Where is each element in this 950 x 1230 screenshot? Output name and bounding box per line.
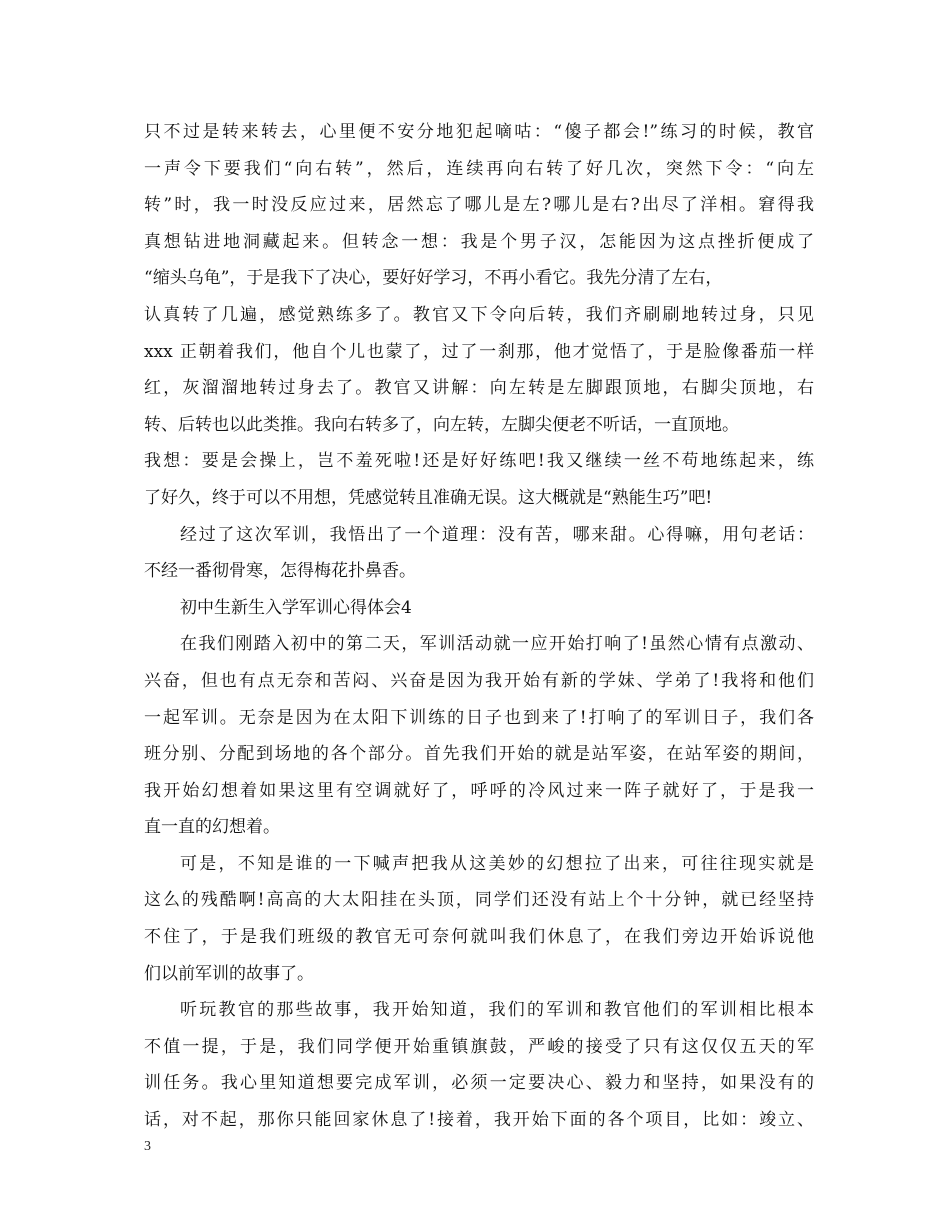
text-line: 这么的残酷啊!高高的大太阳挂在头顶，同学们还没有站上个十分钟，就已经坚持	[144, 890, 814, 911]
text-line: 了好久，终于可以不用想，凭感觉转且准确无误。这大概就是“熟能生巧”吧!	[144, 487, 713, 508]
text-line: 我想：要是会操上，岂不羞死啦!还是好好练吧!我又继续一丝不苟地练起来，练	[144, 451, 814, 472]
text-line: 话，对不起，那你只能回家休息了!接着，我开始下面的各个项目，比如：竣立、	[144, 1110, 814, 1131]
text-line: 不经一番彻骨寒，怎得梅花扑鼻香。	[144, 561, 416, 582]
text-line: 兴奋，但也有点无奈和苦闷、兴奋是因为我开始有新的学妹、学弟了!我将和他们	[144, 670, 814, 691]
text-line: 真想钻进地洞藏起来。但转念一想：我是个男子汉，怎能因为这点挫折便成了	[144, 231, 814, 252]
text-line: 经过了这次军训，我悟出了一个道理：没有苦，哪来甜。心得嘛，用句老话：	[180, 524, 814, 545]
text-line: 在我们刚踏入初中的第二天，军训活动就一应开始打响了!虽然心情有点激动、	[180, 634, 814, 655]
text-line: 听玩教官的那些故事，我开始知道，我们的军训和教官他们的军训相比根本	[180, 1000, 814, 1021]
text-line: 初中生新生入学军训心得体会4	[180, 597, 412, 618]
text-line: xxx 正朝着我们，他自个儿也蒙了，过了一刹那，他才觉悟了，于是脸像番茄一样	[144, 341, 814, 362]
text-line: 们以前军训的故事了。	[144, 963, 314, 984]
text-line: 只不过是转来转去，心里便不安分地犯起嘀咕：“傻子都会!”练习的时候，教官	[144, 122, 814, 142]
text-line: 直一直的幻想着。	[144, 817, 280, 838]
page-number: 3	[144, 1139, 151, 1154]
text-line: 不住了，于是我们班级的教官无可奈何就叫我们休息了，在我们旁边开始诉说他	[144, 927, 814, 948]
text-line: 转”时，我一时没反应过来，居然忘了哪儿是左?哪儿是右?出尽了洋相。窘得我	[144, 195, 814, 216]
text-line: 训任务。我心里知道想要完成军训，必须一定要决心、毅力和坚持，如果没有的	[144, 1073, 814, 1094]
text-line: 一声令下要我们“向右转”，然后，连续再向右转了好几次，突然下令：“向左	[144, 158, 814, 179]
text-line: 班分别、分配到场地的各个部分。首先我们开始的就是站军姿，在站军姿的期间，	[144, 744, 814, 765]
text-line: “缩头乌龟”，于是我下了决心，要好好学习，不再小看它。我先分清了左右，	[144, 268, 723, 289]
text-line: 红，灰溜溜地转过身去了。教官又讲解：向左转是左脚跟顶地，右脚尖顶地，右	[144, 378, 814, 399]
body-text	[144, 114, 814, 1139]
text-line: 一起军训。无奈是因为在太阳下训练的日子也到来了!打响了的军训日子，我们各	[144, 707, 814, 728]
text-line: 认真转了几遍，感觉熟练多了。教官又下令向后转，我们齐刷刷地转过身，只见	[144, 304, 814, 325]
text-line: 可是，不知是谁的一下喊声把我从这美妙的幻想拉了出来，可往往现实就是	[180, 853, 814, 874]
text-line: 不值一提，于是，我们同学便开始重镇旗鼓，严峻的接受了只有这仅仅五天的军	[144, 1036, 814, 1057]
text-line: 我开始幻想着如果这里有空调就好了，呼呼的冷风过来一阵子就好了，于是我一	[144, 780, 814, 801]
text-line: 转、后转也以此类推。我向右转多了，向左转，左脚尖便老不听话，一直顶地。	[144, 414, 739, 435]
